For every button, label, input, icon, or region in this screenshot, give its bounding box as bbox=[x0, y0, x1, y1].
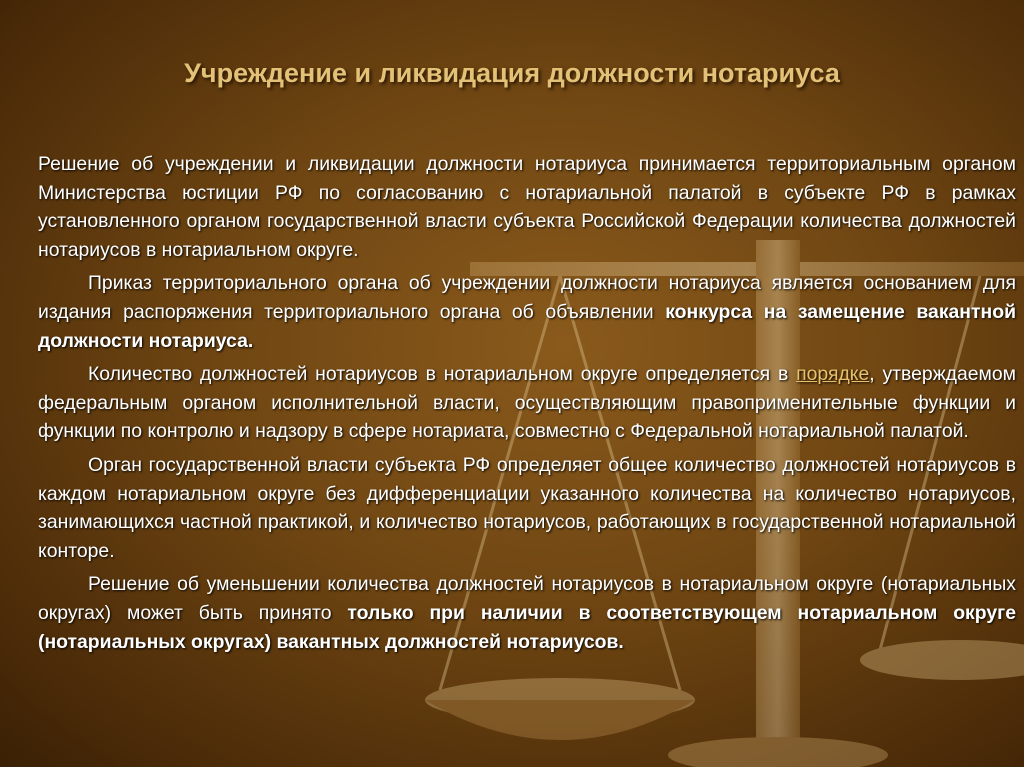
paragraph-3-text-before: Количество должностей нотариусов в нотариальном округе определяется в bbox=[88, 363, 797, 386]
paragraph-2-text: Приказ территориального органа об учреждении должности нотариуса является основанием для издания распоряжения территориального органа об объявлении bbox=[38, 272, 1016, 323]
slide-title: Учреждение и ликвидация должности нотариуса bbox=[184, 58, 840, 88]
paragraph-3-text-after: , утверждаемом федеральным органом исполнительной власти, осуществляющим правоприменительные функции и функции по контролю и надзору в сфере нотариата, совместно с Федеральной нотариальной палатой. bbox=[38, 363, 1016, 443]
paragraph-2 bbox=[38, 269, 1016, 355]
paragraph-5-bold: только при наличии в соответствующем нотариальном округе (нотариальных округах) вакантных должностей нотариусов. bbox=[38, 601, 1016, 653]
paragraph-4: Орган государственной власти субъекта РФ определяет общее количество должностей нотариусов в каждом нотариальном округе без дифференциации указанного количества на количество нотариусов, занимающихся частной практикой, и количество нотариусов, работающих в государственной нотариальной конторе. bbox=[38, 453, 1016, 562]
order-link[interactable]: порядке bbox=[796, 363, 870, 386]
paragraph-1: Решение об учреждении и ликвидации должности нотариуса принимается территориальным органом Министерства юстиции РФ по согласованию с нотариальной палатой в субъекте РФ в рамках установленного органом государственной власти субъекта Российской Федерации количества должностей нотариусов в нотариальном округе. bbox=[38, 153, 1016, 261]
paragraph-2-bold: конкурса на замещение вакантной должности нотариуса. bbox=[38, 300, 1016, 352]
paragraph-5-text: Решение об уменьшении количества должностей нотариусов в нотариальном округе (нотариальных округах) может быть принято bbox=[38, 573, 1016, 624]
slide-body bbox=[38, 150, 1016, 661]
paragraph-3 bbox=[38, 360, 1016, 446]
paragraph-5 bbox=[38, 570, 1016, 656]
